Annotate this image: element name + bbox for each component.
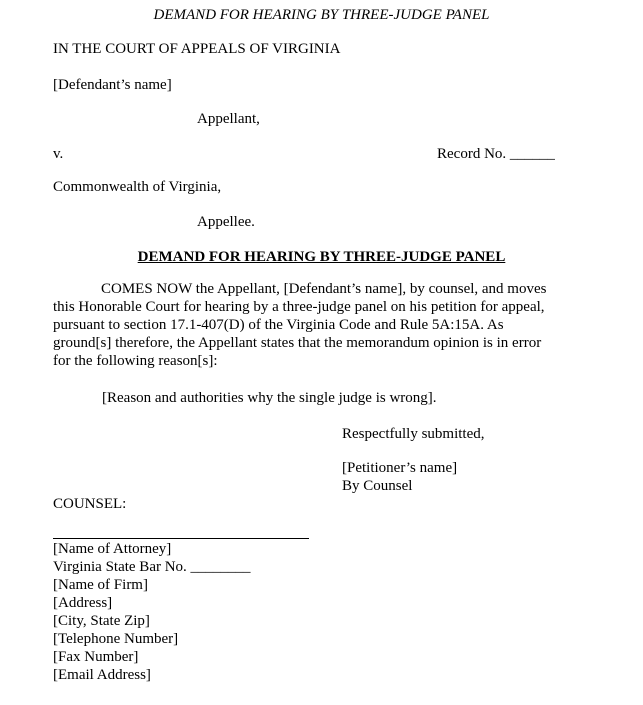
counsel-label: COUNSEL: [53,496,127,512]
body-line: for the following reason[s]: [53,353,218,369]
body-line: pursuant to section 17.1-407(D) of the Virginia Code and Rule 5A:15A. As [53,317,504,333]
firm-name: [Name of Firm] [53,577,148,593]
body-line: ground[s] therefore, the Appellant states that the memorandum opinion is in error [53,335,542,351]
court-name: IN THE COURT OF APPEALS OF VIRGINIA [53,41,341,57]
appellant-label: Appellant, [197,111,260,127]
fax: [Fax Number] [53,649,139,665]
bar-number: Virginia State Bar No. ________ [53,559,251,575]
commonwealth-name: Commonwealth of Virginia, [53,179,222,195]
petitioner-name: [Petitioner’s name] [342,460,458,476]
counsel-block [53,540,251,684]
document-title: DEMAND FOR HEARING BY THREE-JUDGE PANEL [137,249,506,265]
closing-respectfully: Respectfully submitted, [342,426,485,442]
record-number: Record No. ______ [437,146,555,162]
defendant-name: [Defendant’s name] [53,77,172,93]
appellee-label: Appellee. [197,214,255,230]
body-line: COMES NOW the Appellant, [Defendant’s name], by counsel, and moves [101,281,547,297]
signature-line [53,538,309,539]
body-line: this Honorable Court for hearing by a three-judge panel on his petition for appeal, [53,299,545,315]
reason-placeholder: [Reason and authorities why the single judge is wrong]. [102,390,437,406]
address: [Address] [53,595,113,611]
email: [Email Address] [53,667,151,683]
form-header: DEMAND FOR HEARING BY THREE-JUDGE PANEL [153,7,490,23]
by-counsel: By Counsel [342,478,413,494]
versus-label: v. [53,146,64,162]
city-state-zip: [City, State Zip] [53,613,150,629]
body-paragraph [53,280,593,370]
attorney-name: [Name of Attorney] [53,541,172,557]
telephone: [Telephone Number] [53,631,179,647]
